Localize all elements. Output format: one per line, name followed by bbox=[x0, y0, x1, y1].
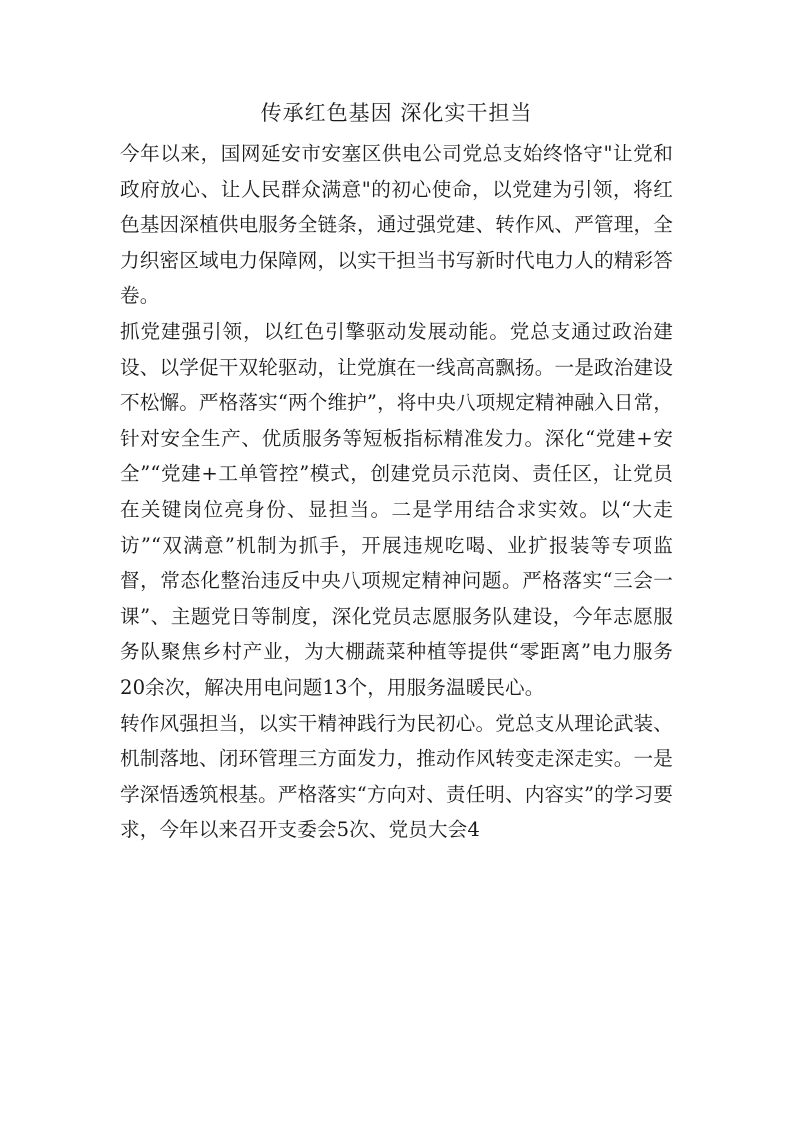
paragraph-party-building: 抓党建强引领，以红色引擎驱动发展动能。党总支通过政治建设、以学促干双轮驱动，让党旗在一线高高飘扬。一是政治建设不松懈。严格落实“两个维护”，将中央八项规定精神融入日常，针对安全生产、优质服务等短板指标精准发力。深化“党建+安全”“党建+工单管控”模式，创建党员示范岗、责任区，让党员在关键岗位亮身份、显担当。二是学用结合求实效。以“大走访”“双满意”机制为抓手，开展违规吃喝、业扩报装等专项监督，常态化整治违反中央八项规定精神问题。严格落实“三会一课”、主题党日等制度，深化党员志愿服务队建设，今年志愿服务队聚焦乡村产业，为大棚蔬菜种植等提供“零距离”电力服务20余次，解决用电问题13个，用服务温暖民心。 bbox=[120, 319, 673, 699]
document-title: 传承红色基因 深化实干担当 bbox=[260, 101, 533, 125]
paragraph-work-style: 转作风强担当，以实干精神践行为民初心。党总支从理论武装、机制落地、闭环管理三方面发力，推动作风转变走深走实。一是学深悟透筑根基。严格落实“方向对、责任明、内容实”的学习要求，今年以来召开支委会5次、党员大会4 bbox=[120, 711, 673, 842]
paragraph-intro: 今年以来，国网延安市安塞区供电公司党总支始终恪守"让党和政府放心、让人民群众满意"的初心使命，以党建为引领，将红色基因深植供电服务全链条，通过强党建、转作风、严管理，全力织密区域电力保障网，以实干担当书写新时代电力人的精彩答卷。 bbox=[120, 142, 673, 308]
